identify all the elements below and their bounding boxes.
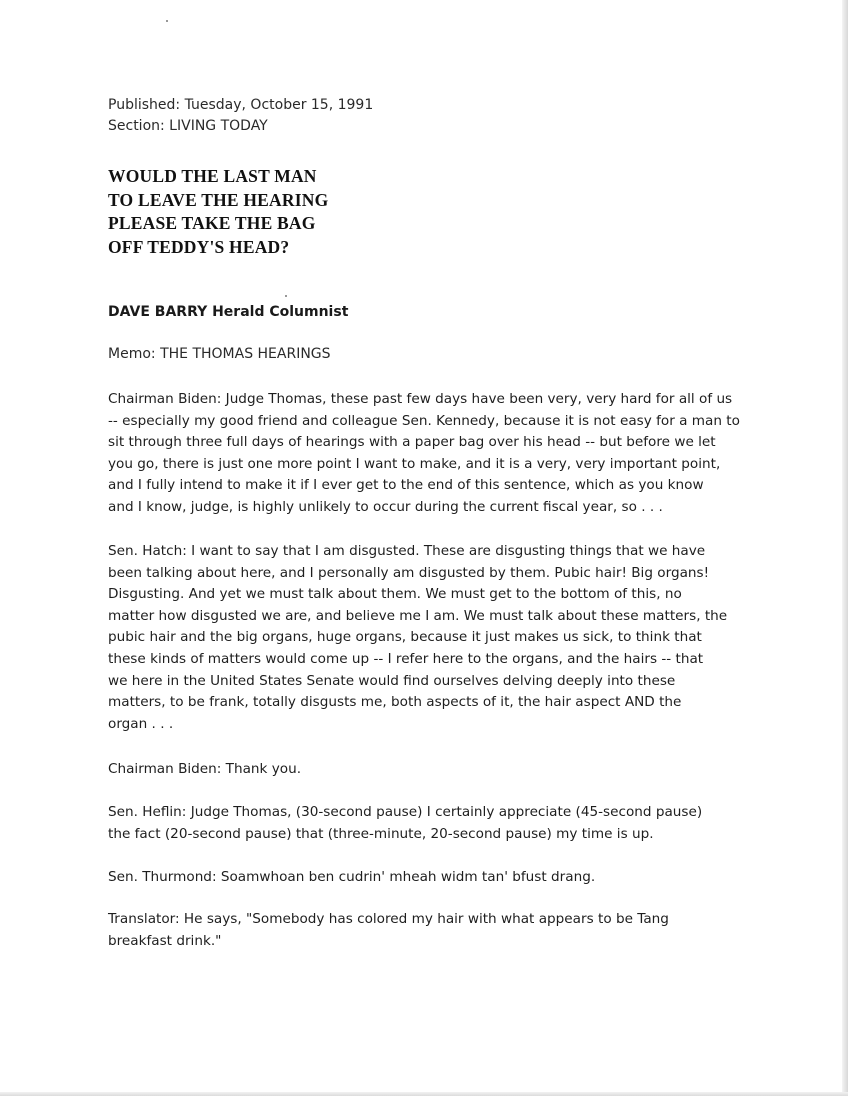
text-line: Sen. Hatch: I want to say that I am disgusted. These are disgusting things that we have [108,543,706,559]
text-line: Translator: He says, "Somebody has colored my hair with what appears to be Tang [108,911,669,927]
article-metadata [108,95,373,137]
text-line: Chairman Biden: Thank you. [108,761,302,777]
headline [108,165,328,259]
headline-line: TO LEAVE THE HEARING [108,189,329,210]
paragraph-biden-opening [108,389,740,519]
headline-line: OFF TEDDY'S HEAD? [108,236,290,257]
scan-speck [166,20,168,22]
memo-line: Memo: THE THOMAS HEARINGS [108,346,331,362]
text-line: pubic hair and the big organs, huge organs, because it just makes us sick, to think that [108,629,702,646]
text-line: and I fully intend to make it if I ever get to the end of this sentence, which as you know [108,477,704,494]
text-line: the fact (20-second pause) that (three-minute, 20-second pause) my time is up. [108,825,654,842]
text-line: sit through three full days of hearings with a paper bag over his head -- but before we let [108,434,716,451]
paragraph-heflin [108,802,702,845]
text-line: breakfast drink." [108,932,222,949]
text-line: we here in the United States Senate would find ourselves delving deeply into these [108,672,676,689]
text-line: Sen. Thurmond: Soamwhoan ben cudrin' mheah widm tan' bfust drang. [108,869,596,885]
text-line: Disgusting. And yet we must talk about them. We must get to the bottom of this, no [108,586,682,603]
paragraph-translator [108,909,669,952]
text-line: these kinds of matters would come up -- I refer here to the organs, and the hairs -- that [108,650,704,667]
scan-edge-bottom [0,1092,848,1096]
text-line: Chairman Biden: Judge Thomas, these past few days have been very, very hard for all of us [108,391,733,407]
text-line: organ . . . [108,715,174,732]
paragraph-biden-thanks [108,759,301,781]
paragraph-hatch [108,541,727,735]
paragraph-thurmond [108,867,595,889]
text-line: matters, to be frank, totally disgusts me, both aspects of it, the hair aspect AND the [108,694,682,711]
text-line: matter how disgusted we are, and believe me I am. We must talk about these matters, the [108,607,728,624]
text-line: -- especially my good friend and colleague Sen. Kennedy, because it is not easy for a man to [108,412,740,429]
scan-speck [285,295,287,297]
published-date: Published: Tuesday, October 15, 1991 [108,97,374,113]
section-label: Section: LIVING TODAY [108,118,268,134]
text-line: and I know, judge, is highly unlikely to occur during the current fiscal year, so . . . [108,498,663,515]
headline-line: WOULD THE LAST MAN [108,166,317,186]
text-line: Sen. Heflin: Judge Thomas, (30-second pause) I certainly appreciate (45-second pause) [108,804,703,820]
scan-edge-right [842,0,848,1096]
byline: DAVE BARRY Herald Columnist [108,304,349,320]
headline-line: PLEASE TAKE THE BAG [108,213,316,233]
text-line: been talking about here, and I personally am disgusted by them. Pubic hair! Big organs! [108,564,710,581]
text-line: you go, there is just one more point I want to make, and it is a very, very important point, [108,455,721,472]
